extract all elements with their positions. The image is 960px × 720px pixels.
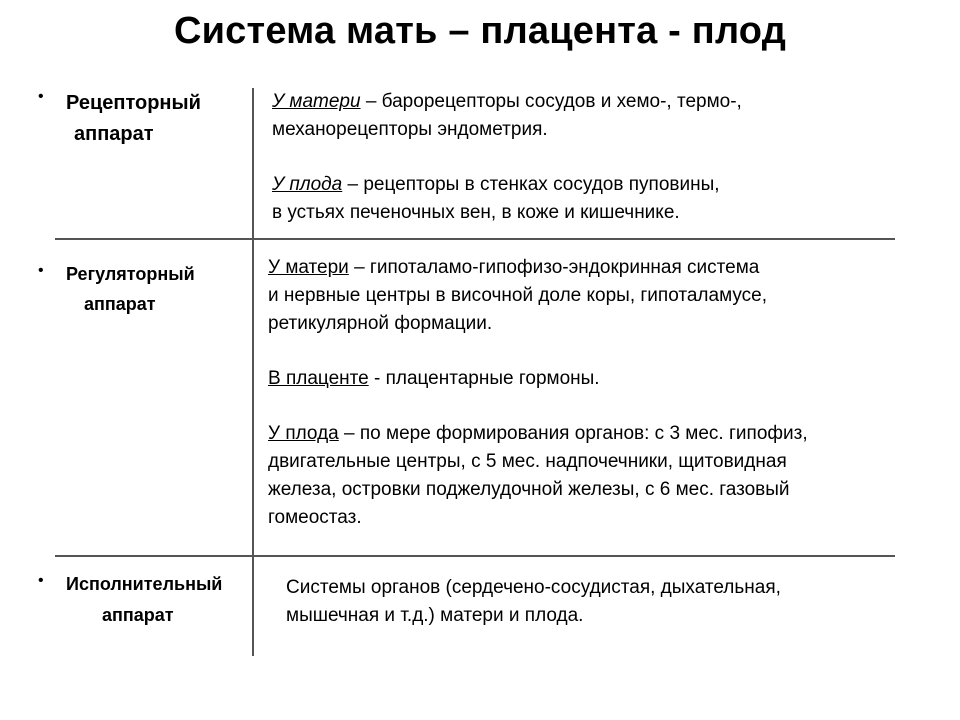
label-line: аппарат (74, 123, 154, 145)
text-line: – барорецепторы сосудов и хемо-, термо-, (360, 91, 742, 112)
label-line: аппарат (102, 605, 174, 625)
page-title: Система мать – плацента - плод (173, 10, 787, 52)
text-line: ретикулярной формации. (268, 313, 493, 334)
bullet-marker: • (38, 572, 44, 589)
lead-text: У матери (272, 91, 361, 112)
bullet-marker: • (38, 262, 44, 279)
section-text-receptor (272, 88, 742, 227)
text-line: и нервные центры в височной доле коры, гипоталамусе, (268, 285, 767, 306)
text-line: механорецепторы эндометрия. (272, 119, 548, 140)
section-label-regulatory (66, 259, 195, 319)
text-line: гомеостаз. (268, 507, 362, 528)
section-label-receptor (66, 88, 201, 150)
text-line: – гипоталамо-гипофизо-эндокринная система (348, 257, 760, 278)
row-divider-2 (55, 555, 895, 557)
text-line: железа, островки поджелудочной железы, с 6 мес. газовый (268, 479, 790, 500)
column-divider (252, 88, 254, 656)
lead-text: У плода (272, 174, 343, 195)
text-line: - плацентарные гормоны. (368, 368, 600, 389)
section-text-regulatory (268, 254, 808, 532)
text-line: двигательные центры, с 5 мес. надпочечники, щитовидная (268, 451, 787, 472)
text-line: мышечная и т.д.) матери и плода. (286, 605, 584, 626)
text-line: – по мере формирования органов: с 3 мес. гипофиз, (338, 423, 808, 444)
bullet-marker: • (38, 88, 44, 105)
label-line: Рецепторный (66, 92, 201, 114)
label-line: Регуляторный (66, 264, 195, 284)
label-line: аппарат (84, 294, 156, 314)
label-line: Исполнительный (66, 574, 223, 594)
section-label-executive (66, 569, 222, 631)
text-line: – рецепторы в стенках сосудов пуповины, (342, 174, 720, 195)
text-line: Системы органов (сердечено-сосудистая, дыхательная, (286, 577, 781, 598)
lead-text: У матери (268, 257, 349, 278)
section-text-executive (286, 574, 781, 630)
lead-text: В плаценте (268, 368, 369, 389)
text-line: в устьях печеночных вен, в коже и кишечнике. (272, 202, 680, 223)
lead-text: У плода (268, 423, 339, 444)
row-divider-1 (55, 238, 895, 240)
